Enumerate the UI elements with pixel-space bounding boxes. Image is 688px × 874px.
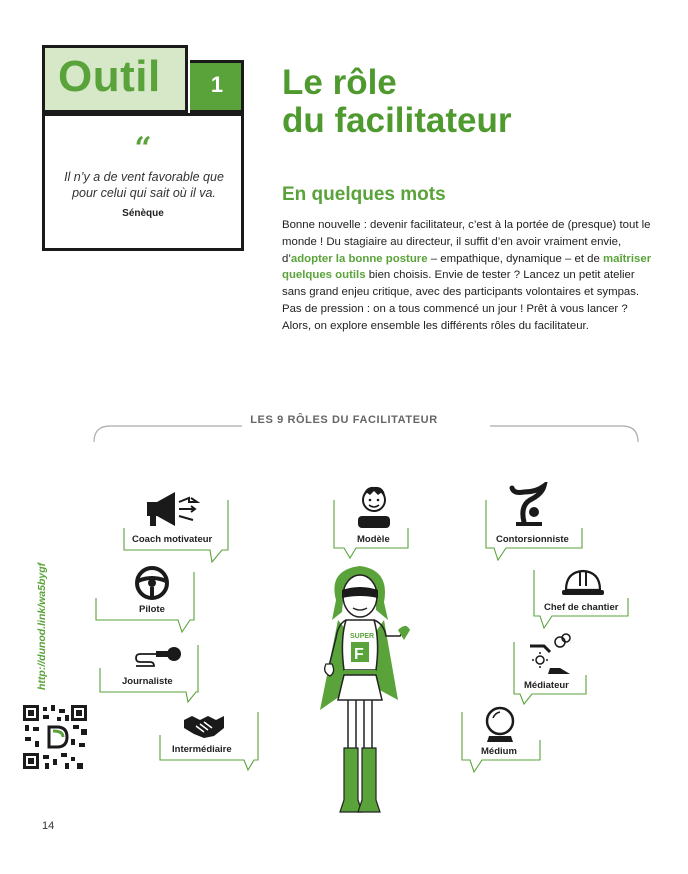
hero-chest-text: SUPER xyxy=(350,633,375,640)
contortionist-icon xyxy=(506,482,552,528)
role-label-mediateur: Médiateur xyxy=(524,680,569,691)
title-line-2: du facilitateur xyxy=(282,101,512,140)
roles-title: LES 9 RÔLES DU FACILITATEUR xyxy=(250,414,438,426)
steering-wheel-icon xyxy=(134,565,170,601)
role-label-medium: Médium xyxy=(481,746,517,757)
role-label-pilote: Pilote xyxy=(139,604,165,615)
role-label-modele: Modèle xyxy=(357,534,390,545)
mediation-hands-icon xyxy=(528,632,572,680)
quote-mark-icon: “ xyxy=(134,131,152,166)
intro-highlight-2: maîtriser quelques outils xyxy=(282,252,652,282)
role-label-coach: Coach motivateur xyxy=(132,534,213,545)
outil-label: Outil xyxy=(58,52,161,101)
intro-text-1: Bonne nouvelle : devenir facilitateur, c’est à la portée de (presque) tout le monde ! Du stagiaire au directeur, il suffit d’en avoir vraiment envie, d’ xyxy=(282,219,651,265)
role-label-journaliste: Journaliste xyxy=(122,676,173,687)
qr-code-icon[interactable] xyxy=(23,705,87,769)
role-label-chef: Chef de chantier xyxy=(544,602,619,613)
hero-letter: F xyxy=(354,646,364,663)
intro-text-3: bien choisis. Envie de tester ? Lancez un petit atelier sans grand enjeu critique, avec des participants volontaires et sympas. Pas de pression : on a tous commencé un jour ! Prêt à vous lancer ? Alors, on explore ensemble les différents rôles du facilitateur. xyxy=(282,269,640,332)
superhero-illustration xyxy=(298,560,428,822)
page-number: 14 xyxy=(42,820,55,832)
intro-highlight-1: adopter la bonne posture xyxy=(290,252,428,265)
side-link[interactable]: http://dunod.link/wa5bygf xyxy=(36,562,48,690)
outil-number: 1 xyxy=(210,72,224,97)
quote-author: Sénèque xyxy=(122,208,164,219)
megaphone-icon xyxy=(145,490,203,530)
hard-hat-icon xyxy=(560,566,606,598)
role-label-intermediaire: Intermédiaire xyxy=(172,744,232,755)
handshake-icon xyxy=(182,712,226,740)
intro-text-2: – empathique, dynamique – et de xyxy=(427,252,603,265)
microphone-icon xyxy=(134,644,184,670)
crystal-ball-icon xyxy=(483,706,517,744)
quote-text: Il n’y a de vent favorable que pour celui qui sait où il va. xyxy=(64,170,224,200)
section-heading: En quelques mots xyxy=(282,184,446,205)
role-label-contorsionniste: Contorsionniste xyxy=(496,534,569,545)
person-icon xyxy=(354,482,394,528)
title-line-1: Le rôle xyxy=(282,63,397,102)
